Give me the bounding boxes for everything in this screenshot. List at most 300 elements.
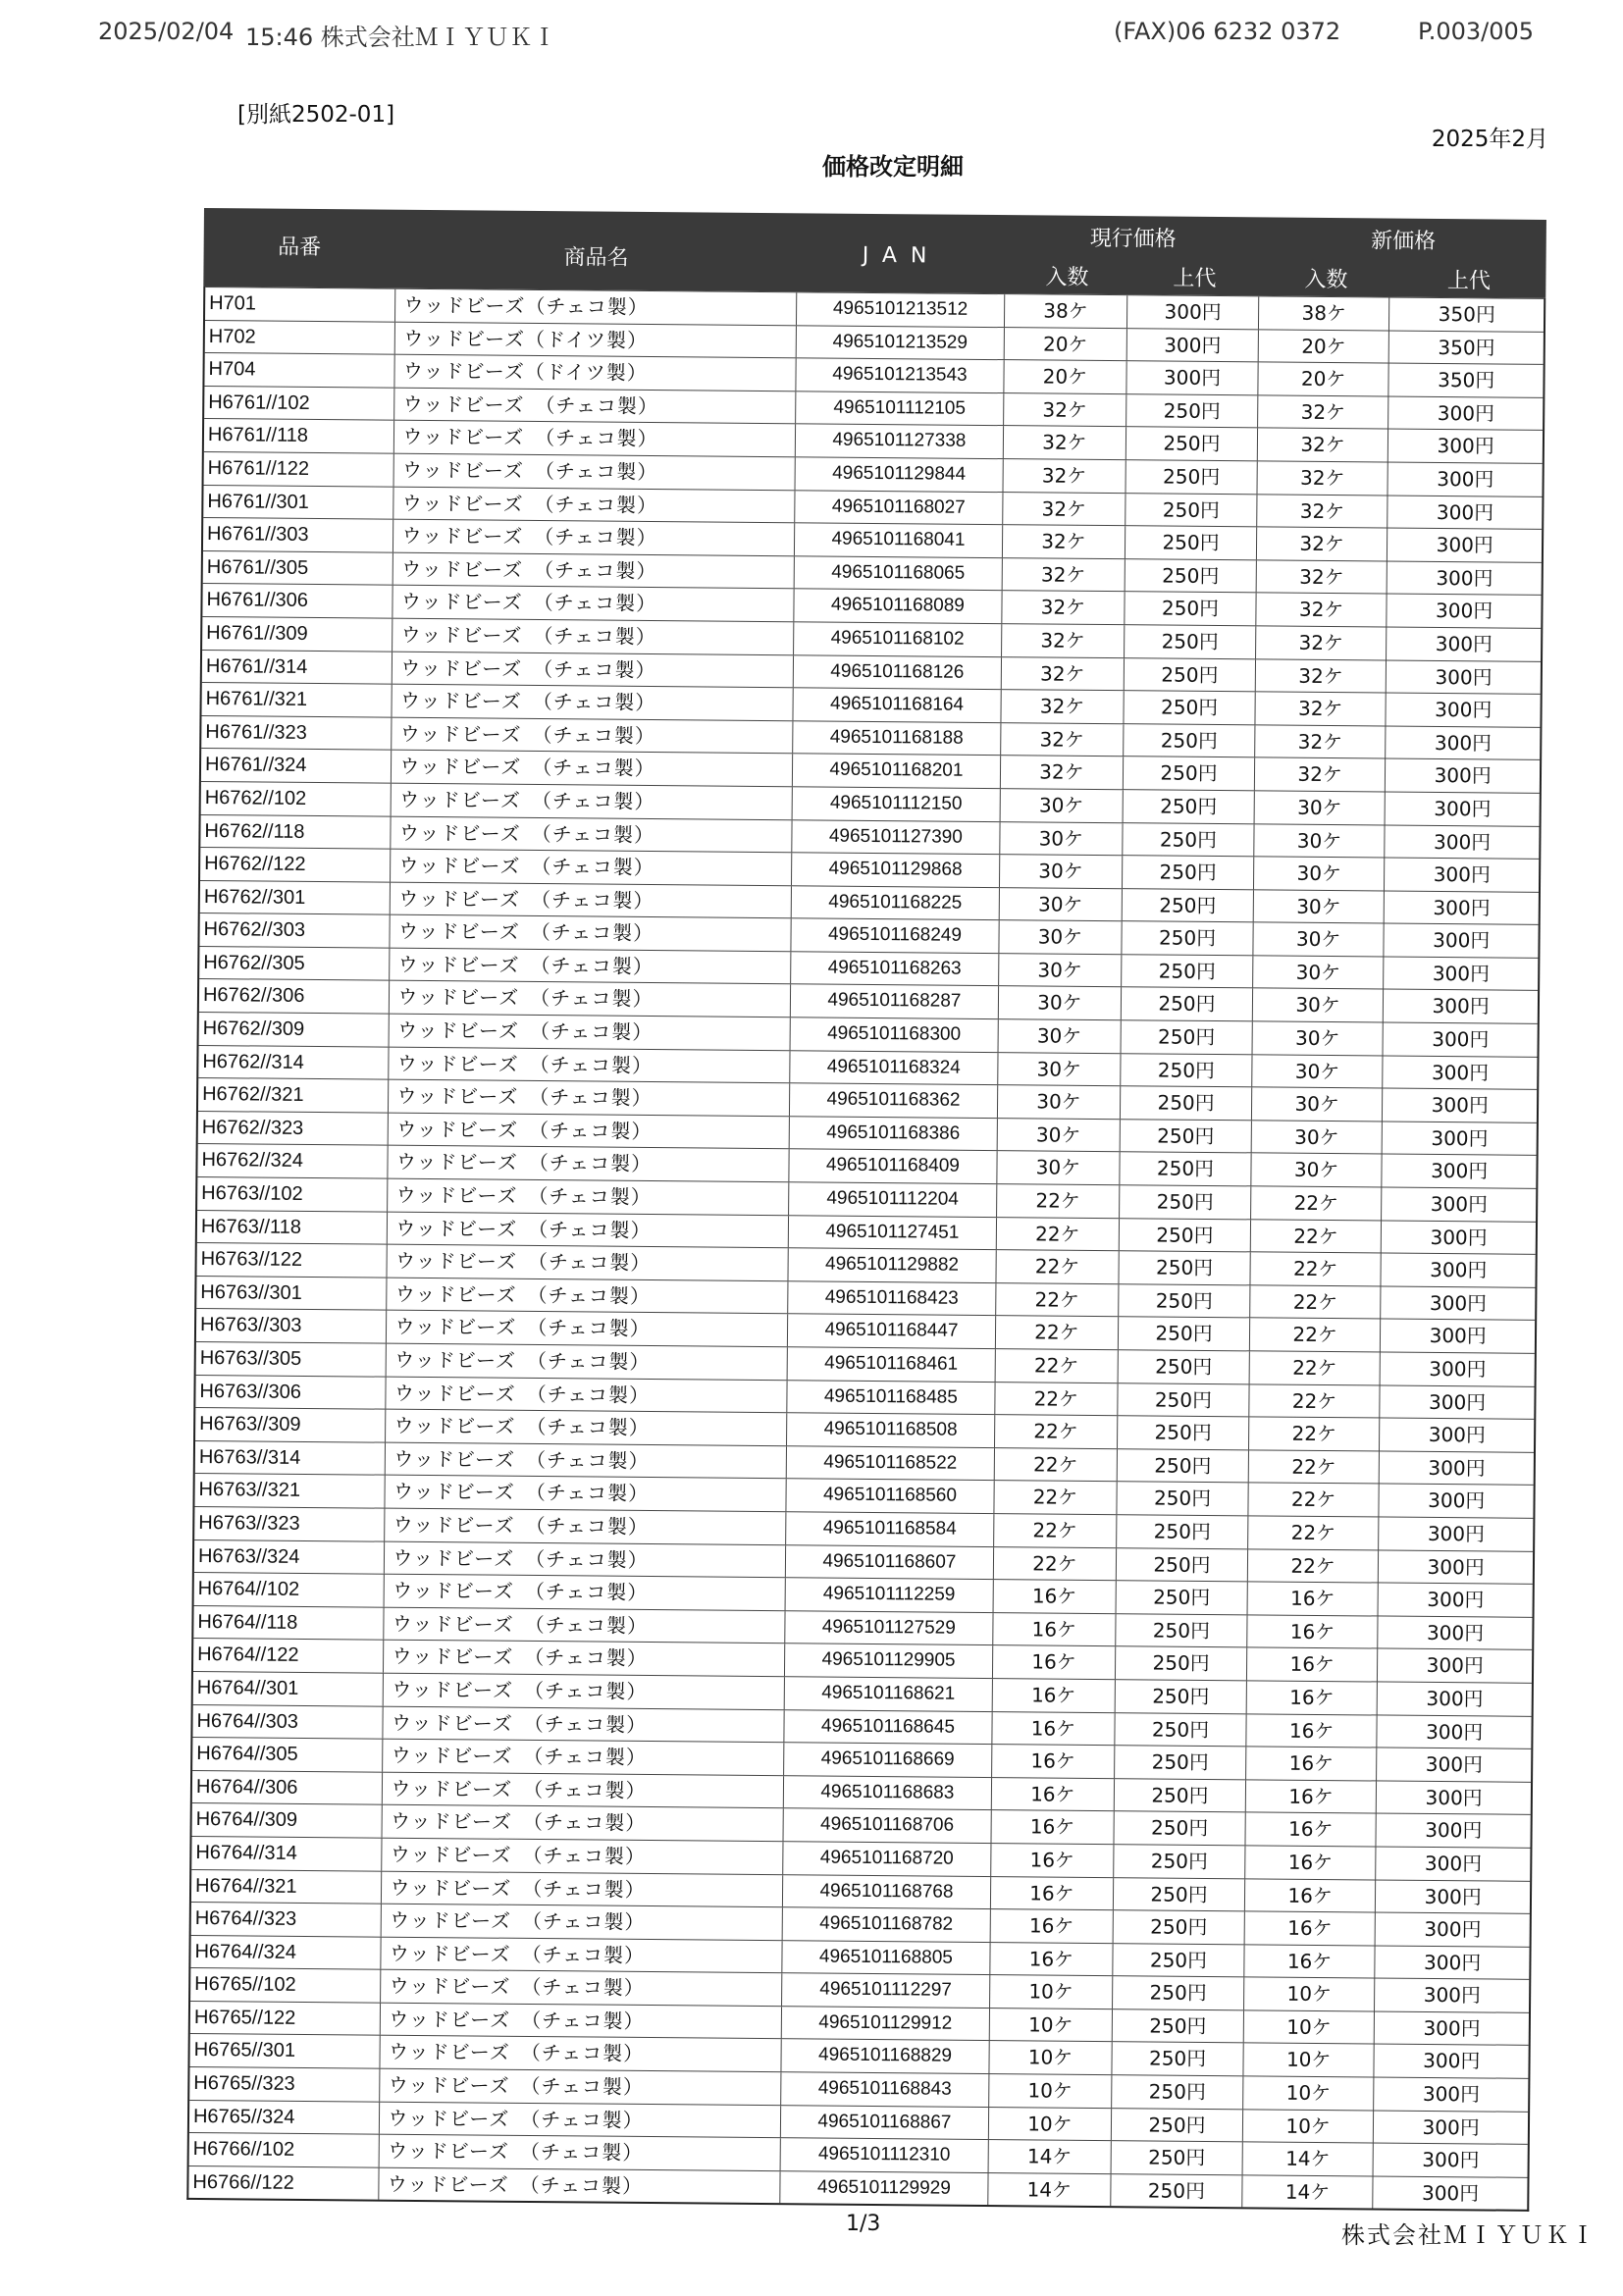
cell-code: H6762//321 bbox=[198, 1078, 390, 1112]
cell-current-qty: 22ケ bbox=[995, 1383, 1119, 1416]
cell-jan: 4965101168645 bbox=[785, 1710, 993, 1744]
cell-current-qty: 22ケ bbox=[996, 1316, 1120, 1349]
cell-new-qty: 30ケ bbox=[1254, 824, 1386, 858]
cell-current-price: 250円 bbox=[1119, 1318, 1250, 1351]
cell-current-price: 250円 bbox=[1126, 394, 1258, 428]
cell-name: ウッドビーズ （チェコ製） bbox=[394, 487, 796, 522]
cell-name: ウッドビーズ （チェコ製） bbox=[382, 1937, 783, 1972]
fax-sender: 15:46 株式会社ＭＩＹＵＫＩ bbox=[245, 24, 556, 51]
cell-new-price: 300円 bbox=[1423, 1983, 1482, 2008]
cell-new-qty: 22ケ bbox=[1250, 1319, 1382, 1352]
cell-code: H6765//323 bbox=[189, 2067, 381, 2101]
cell-new-qty: 32ケ bbox=[1256, 560, 1387, 594]
cell-jan: 4965101168522 bbox=[787, 1446, 995, 1480]
cell-jan: 4965101129929 bbox=[781, 2171, 989, 2205]
cell-jan: 4965101168201 bbox=[793, 755, 1001, 788]
cell-current-qty: 16ケ bbox=[993, 1613, 1117, 1646]
cell-name: ウッドビーズ （チェコ製） bbox=[383, 1839, 784, 1874]
cell-jan: 4965101168447 bbox=[788, 1315, 996, 1348]
cell-jan: 4965101168102 bbox=[794, 622, 1002, 655]
cell-current-qty: 30ケ bbox=[997, 1119, 1121, 1152]
cell-name: ウッドビーズ （チェコ製） bbox=[380, 2135, 781, 2170]
cell-current-qty: 30ケ bbox=[998, 1053, 1122, 1086]
cell-jan: 4965101168287 bbox=[791, 985, 999, 1018]
cell-name: ウッドビーズ （チェコ製） bbox=[381, 2036, 782, 2071]
cell-jan: 4965101112259 bbox=[786, 1578, 994, 1611]
cell-name: ウッドビーズ （チェコ製） bbox=[386, 1476, 787, 1511]
cell-new-price: 300円 bbox=[1436, 599, 1493, 623]
cell-new-qty: 32ケ bbox=[1255, 758, 1387, 792]
cell-new-price: 300円 bbox=[1423, 2049, 1481, 2073]
cell-new-qty: 16ケ bbox=[1245, 1879, 1377, 1912]
cell-code: H6766//122 bbox=[188, 2166, 380, 2200]
cell-code: H6761//102 bbox=[204, 387, 395, 420]
cell-new-price: 300円 bbox=[1435, 664, 1492, 690]
cell-jan: 4965101112310 bbox=[781, 2138, 989, 2171]
cell-current-price: 250円 bbox=[1119, 1350, 1250, 1383]
cell-current-price: 250円 bbox=[1117, 1581, 1248, 1614]
cell-jan: 4965101168560 bbox=[787, 1480, 995, 1513]
cell-current-qty: 32ケ bbox=[1001, 657, 1125, 691]
cell-name: ウッドビーズ （チェコ製） bbox=[388, 1212, 789, 1247]
cell-name: ウッドビーズ （チェコ製） bbox=[390, 1047, 791, 1082]
cell-jan: 4965101168461 bbox=[788, 1347, 996, 1381]
cell-name: ウッドビーズ （チェコ製） bbox=[384, 1740, 785, 1775]
cell-current-qty: 32ケ bbox=[1002, 591, 1126, 624]
cell-code: H6761//301 bbox=[203, 486, 394, 519]
cell-current-price: 250円 bbox=[1124, 790, 1255, 823]
cell-new-price: 300円 bbox=[1429, 1290, 1488, 1316]
cell-new-price: 300円 bbox=[1426, 1686, 1484, 1711]
cell-code: H6766//102 bbox=[189, 2133, 381, 2166]
cell-new-price: 300円 bbox=[1423, 2015, 1481, 2041]
cell-new-qty: 30ケ bbox=[1254, 857, 1386, 890]
cell-current-qty: 32ケ bbox=[1001, 690, 1125, 723]
cell-code: H6761//314 bbox=[202, 651, 393, 684]
cell-current-price: 250円 bbox=[1124, 724, 1255, 757]
cell-current-qty: 22ケ bbox=[995, 1349, 1119, 1383]
cell-code: H6763//309 bbox=[195, 1408, 387, 1441]
cell-code: H6763//306 bbox=[195, 1376, 387, 1409]
cell-current-price: 250円 bbox=[1118, 1483, 1249, 1516]
cell-jan: 4965101129905 bbox=[785, 1644, 993, 1678]
cell-current-price: 300円 bbox=[1127, 361, 1259, 394]
cell-current-qty: 16ケ bbox=[991, 1778, 1115, 1811]
cell-jan: 4965101127451 bbox=[789, 1216, 997, 1249]
cell-new-qty: 30ケ bbox=[1251, 1121, 1383, 1154]
cell-current-qty: 10ケ bbox=[989, 2074, 1113, 2108]
cell-name: ウッドビーズ （チェコ製） bbox=[388, 1278, 789, 1313]
cell-new-price: 300円 bbox=[1422, 2114, 1480, 2140]
cell-current-price: 250円 bbox=[1113, 1976, 1244, 2009]
cell-jan: 4965101168768 bbox=[783, 1875, 991, 1908]
cell-jan: 4965101168720 bbox=[783, 1842, 991, 1875]
cell-code: H6764//102 bbox=[194, 1573, 386, 1606]
cell-code: H6765//324 bbox=[189, 2101, 381, 2134]
cell-new-qty: 30ケ bbox=[1251, 1154, 1383, 1187]
cell-new-qty: 30ケ bbox=[1254, 890, 1386, 923]
cell-current-price: 300円 bbox=[1127, 295, 1259, 329]
cell-name: ウッドビーズ （チェコ製） bbox=[380, 2167, 781, 2203]
cell-current-price: 250円 bbox=[1123, 856, 1254, 889]
cell-jan: 4965101127338 bbox=[796, 425, 1004, 458]
cell-code: H6764//303 bbox=[192, 1704, 384, 1738]
cell-new-qty: 22ケ bbox=[1248, 1549, 1380, 1583]
cell-current-price: 250円 bbox=[1112, 2174, 1243, 2208]
cell-new-qty: 30ケ bbox=[1252, 1055, 1384, 1088]
cell-name: ウッドビーズ （チェコ製） bbox=[393, 520, 795, 555]
cell-new-price: 300円 bbox=[1428, 1455, 1486, 1481]
cell-current-price: 250円 bbox=[1122, 988, 1253, 1021]
cell-current-price: 250円 bbox=[1114, 1845, 1245, 1878]
cell-new-price: 300円 bbox=[1425, 1785, 1483, 1810]
cell-jan: 4965101168805 bbox=[783, 1941, 991, 1974]
cell-current-price: 250円 bbox=[1112, 2075, 1243, 2109]
cell-new-price: 300円 bbox=[1435, 631, 1493, 656]
cell-name: ウッドビーズ （チェコ製） bbox=[391, 915, 792, 951]
cell-jan: 4965101168829 bbox=[782, 2040, 990, 2073]
cell-new-price: 300円 bbox=[1427, 1588, 1485, 1612]
cell-new-qty: 16ケ bbox=[1244, 1911, 1376, 1945]
cell-new-price: 300円 bbox=[1431, 1159, 1489, 1183]
cell-jan: 4965101168607 bbox=[786, 1545, 994, 1579]
cell-new-price: 300円 bbox=[1428, 1423, 1487, 1447]
cell-name: ウッドビーズ （チェコ製） bbox=[383, 1805, 784, 1841]
cell-new-price: 300円 bbox=[1433, 829, 1492, 854]
cell-code: H6764//314 bbox=[191, 1837, 383, 1870]
cell-current-qty: 22ケ bbox=[993, 1547, 1117, 1581]
header-current-qty: 入数 bbox=[1045, 265, 1089, 290]
cell-new-qty: 22ケ bbox=[1251, 1220, 1383, 1253]
cell-name: ウッドビーズ （チェコ製） bbox=[393, 552, 795, 588]
cell-name: ウッドビーズ （チェコ製） bbox=[394, 421, 796, 456]
cell-new-qty: 32ケ bbox=[1255, 725, 1387, 758]
cell-current-qty: 32ケ bbox=[1003, 493, 1126, 526]
cell-new-price: 300円 bbox=[1437, 466, 1494, 492]
cell-new-price: 300円 bbox=[1430, 1191, 1489, 1217]
cell-new-price: 300円 bbox=[1434, 796, 1492, 821]
cell-name: ウッドビーズ （チェコ製） bbox=[381, 1970, 782, 2006]
cell-current-price: 250円 bbox=[1126, 494, 1257, 527]
cell-current-qty: 16ケ bbox=[993, 1645, 1117, 1679]
cell-current-qty: 30ケ bbox=[1000, 822, 1124, 856]
cell-jan: 4965101112105 bbox=[796, 391, 1004, 425]
cell-current-qty: 22ケ bbox=[995, 1415, 1119, 1448]
cell-new-qty: 32ケ bbox=[1258, 429, 1389, 462]
cell-new-price: 300円 bbox=[1422, 2148, 1480, 2172]
cell-name: ウッドビーズ （チェコ製） bbox=[390, 981, 791, 1017]
cell-current-price: 250円 bbox=[1122, 955, 1253, 988]
cell-name: ウッドビーズ （チェコ製） bbox=[385, 1541, 786, 1577]
cell-jan: 4965101168065 bbox=[795, 556, 1003, 590]
cell-new-price: 300円 bbox=[1428, 1488, 1486, 1513]
cell-current-price: 250円 bbox=[1116, 1680, 1247, 1713]
cell-name: ウッドビーズ （チェコ製） bbox=[393, 717, 794, 753]
header-current-retail: 上代 bbox=[1173, 266, 1217, 292]
cell-code: H6762//122 bbox=[200, 848, 392, 881]
cell-name: ウッドビーズ （チェコ製） bbox=[393, 652, 794, 687]
cell-code: H6765//102 bbox=[190, 1968, 382, 2002]
cell-new-price: 300円 bbox=[1433, 895, 1491, 920]
cell-new-qty: 30ケ bbox=[1252, 1021, 1384, 1055]
cell-jan: 4965101168706 bbox=[784, 1809, 992, 1843]
cell-name: ウッドビーズ （チェコ製） bbox=[389, 1179, 790, 1215]
cell-jan: 4965101127529 bbox=[786, 1611, 994, 1644]
cell-jan: 4965101168409 bbox=[790, 1150, 998, 1183]
cell-jan: 4965101168485 bbox=[788, 1381, 996, 1414]
cell-current-price: 250円 bbox=[1120, 1251, 1251, 1284]
cell-jan: 4965101127390 bbox=[793, 820, 1001, 854]
company-name: 株式会社ＭＩＹＵＫＩ bbox=[1341, 2221, 1597, 2249]
cell-current-price: 250円 bbox=[1117, 1515, 1248, 1548]
cell-current-price: 250円 bbox=[1125, 658, 1256, 692]
cell-jan: 4965101168669 bbox=[784, 1743, 992, 1776]
cell-current-price: 250円 bbox=[1115, 1746, 1246, 1779]
cell-code: H6761//324 bbox=[201, 749, 393, 782]
page-number: 1/3 bbox=[846, 2212, 881, 2236]
cell-new-qty: 32ケ bbox=[1258, 395, 1389, 429]
cell-current-qty: 32ケ bbox=[1003, 426, 1126, 459]
cell-current-price: 250円 bbox=[1123, 889, 1254, 922]
cell-code: H6764//321 bbox=[191, 1869, 383, 1903]
cell-jan: 4965101168225 bbox=[792, 886, 1000, 919]
cell-current-qty: 30ケ bbox=[999, 888, 1123, 921]
cell-jan: 4965101168362 bbox=[790, 1083, 998, 1117]
cell-new-price: 300円 bbox=[1430, 1225, 1488, 1250]
cell-current-qty: 16ケ bbox=[990, 1909, 1114, 1943]
cell-current-qty: 30ケ bbox=[998, 1019, 1122, 1053]
cell-new-qty: 16ケ bbox=[1247, 1681, 1379, 1714]
cell-new-qty: 22ケ bbox=[1248, 1516, 1380, 1549]
cell-code: H6764//324 bbox=[190, 1936, 382, 1969]
cell-current-price: 250円 bbox=[1118, 1416, 1249, 1449]
cell-new-price: 300円 bbox=[1426, 1719, 1484, 1744]
cell-current-qty: 22ケ bbox=[996, 1218, 1120, 1251]
cell-name: ウッドビーズ （チェコ製） bbox=[382, 1871, 783, 1906]
cell-new-qty: 16ケ bbox=[1244, 1945, 1376, 1978]
cell-code: H701 bbox=[205, 287, 396, 321]
cell-new-price: 300円 bbox=[1436, 565, 1493, 591]
header-new-retail: 上代 bbox=[1446, 269, 1492, 294]
cell-code: H6764//118 bbox=[193, 1606, 385, 1640]
cell-new-qty: 22ケ bbox=[1250, 1253, 1382, 1286]
cell-new-price: 300円 bbox=[1425, 1752, 1484, 1777]
header-new-price: 新価格 bbox=[1371, 229, 1437, 254]
cell-current-qty: 32ケ bbox=[1002, 624, 1126, 657]
cell-current-price: 250円 bbox=[1121, 1120, 1252, 1153]
cell-new-price: 300円 bbox=[1434, 730, 1492, 756]
cell-name: ウッドビーズ （チェコ製） bbox=[390, 1015, 791, 1050]
cell-new-price: 300円 bbox=[1435, 698, 1492, 722]
cell-current-qty: 16ケ bbox=[992, 1712, 1116, 1746]
cell-current-price: 250円 bbox=[1116, 1713, 1247, 1747]
cell-current-price: 250円 bbox=[1112, 2109, 1243, 2142]
cell-new-qty: 16ケ bbox=[1245, 1846, 1377, 1879]
cell-current-price: 250円 bbox=[1122, 1020, 1253, 1054]
cell-new-qty: 22ケ bbox=[1249, 1418, 1381, 1451]
cell-new-price: 300円 bbox=[1431, 1093, 1490, 1118]
cell-code: H702 bbox=[205, 321, 396, 354]
cell-name: ウッドビーズ （チェコ製） bbox=[381, 2004, 782, 2039]
cell-current-price: 250円 bbox=[1126, 428, 1258, 461]
cell-new-qty: 10ケ bbox=[1243, 2110, 1375, 2143]
cell-jan: 4965101213512 bbox=[797, 292, 1005, 326]
cell-new-qty: 30ケ bbox=[1253, 923, 1385, 957]
cell-name: ウッドビーズ （チェコ製） bbox=[391, 850, 792, 885]
cell-jan: 4965101129844 bbox=[796, 457, 1004, 491]
cell-code: H6762//306 bbox=[199, 979, 391, 1013]
cell-current-qty: 10ケ bbox=[990, 1975, 1114, 2009]
cell-jan: 4965101129882 bbox=[789, 1248, 997, 1281]
cell-jan: 4965101168508 bbox=[787, 1413, 995, 1446]
cell-current-price: 250円 bbox=[1119, 1284, 1250, 1318]
cell-current-price: 250円 bbox=[1124, 757, 1255, 791]
cell-name: ウッドビーズ （チェコ製） bbox=[391, 882, 792, 917]
cell-new-qty: 16ケ bbox=[1245, 1813, 1377, 1847]
cell-jan: 4965101168386 bbox=[790, 1117, 998, 1150]
cell-current-qty: 16ケ bbox=[992, 1745, 1116, 1778]
cell-code: H6763//324 bbox=[194, 1540, 386, 1574]
cell-current-qty: 30ケ bbox=[1000, 789, 1124, 822]
cell-name: ウッドビーズ（ドイツ製） bbox=[395, 355, 797, 391]
cell-jan: 4965101168164 bbox=[794, 688, 1002, 721]
cell-new-qty: 38ケ bbox=[1259, 296, 1390, 330]
cell-name: ウッドビーズ （チェコ製） bbox=[386, 1442, 787, 1478]
price-table bbox=[186, 208, 1546, 2212]
cell-current-qty: 30ケ bbox=[998, 987, 1122, 1020]
cell-new-qty: 30ケ bbox=[1254, 791, 1386, 824]
cell-code: H6764//306 bbox=[192, 1771, 384, 1804]
cell-code: H6762//323 bbox=[198, 1112, 390, 1145]
cell-name: ウッドビーズ （チェコ製） bbox=[380, 2102, 781, 2137]
cell-new-qty: 30ケ bbox=[1253, 989, 1385, 1022]
cell-code: H6761//118 bbox=[204, 419, 395, 452]
cell-new-price: 300円 bbox=[1427, 1521, 1486, 1546]
cell-current-price: 250円 bbox=[1114, 1910, 1245, 1944]
cell-new-price: 300円 bbox=[1431, 1060, 1490, 1085]
cell-new-qty: 16ケ bbox=[1247, 1582, 1379, 1615]
cell-current-price: 250円 bbox=[1116, 1647, 1247, 1681]
cell-current-qty: 30ケ bbox=[1000, 855, 1124, 888]
cell-code: H6761//303 bbox=[203, 518, 394, 551]
cell-new-qty: 22ケ bbox=[1249, 1450, 1381, 1484]
cell-code: H6763//303 bbox=[196, 1309, 388, 1342]
cell-jan: 4965101168843 bbox=[781, 2072, 989, 2106]
cell-new-qty: 16ケ bbox=[1246, 1747, 1378, 1780]
cell-name: ウッドビーズ （チェコ製） bbox=[385, 1607, 786, 1643]
cell-name: ウッドビーズ （チェコ製） bbox=[384, 1641, 785, 1676]
cell-code: H6763//305 bbox=[196, 1342, 388, 1376]
cell-current-price: 250円 bbox=[1125, 691, 1256, 724]
cell-name: ウッドビーズ （チェコ製） bbox=[391, 949, 792, 984]
cell-code: H6762//303 bbox=[199, 913, 391, 947]
cell-current-price: 250円 bbox=[1120, 1219, 1251, 1252]
cell-new-price: 300円 bbox=[1437, 400, 1495, 426]
cell-jan: 4965101112297 bbox=[782, 1973, 990, 2007]
cell-new-qty: 16ケ bbox=[1247, 1648, 1379, 1682]
cell-current-qty: 16ケ bbox=[991, 1810, 1115, 1844]
cell-name: ウッドビーズ （チェコ製） bbox=[389, 1114, 790, 1149]
cell-code: H6764//323 bbox=[191, 1903, 383, 1936]
cell-current-price: 250円 bbox=[1115, 1811, 1246, 1845]
cell-current-qty: 22ケ bbox=[997, 1184, 1121, 1218]
cell-code: H6763//122 bbox=[197, 1243, 389, 1277]
cell-current-qty: 32ケ bbox=[1000, 756, 1124, 789]
cell-new-qty: 16ケ bbox=[1247, 1615, 1379, 1648]
cell-new-qty: 14ケ bbox=[1242, 2143, 1374, 2176]
cell-new-price: 300円 bbox=[1429, 1324, 1487, 1348]
cell-current-qty: 20ケ bbox=[1004, 360, 1127, 393]
cell-code: H6765//122 bbox=[190, 2002, 382, 2035]
cell-name: ウッドビーズ （チェコ製） bbox=[382, 1905, 783, 1940]
cell-name: ウッドビーズ （チェコ製） bbox=[386, 1410, 787, 1445]
cell-current-price: 250円 bbox=[1126, 526, 1257, 559]
cell-current-qty: 20ケ bbox=[1004, 328, 1127, 361]
cell-new-price: 300円 bbox=[1426, 1620, 1485, 1645]
cell-new-price: 300円 bbox=[1421, 2180, 1480, 2206]
cell-current-qty: 10ケ bbox=[989, 2042, 1113, 2075]
cell-new-price: 300円 bbox=[1437, 434, 1494, 458]
cell-current-qty: 32ケ bbox=[1003, 459, 1126, 493]
cell-code: H6764//122 bbox=[193, 1639, 385, 1672]
cell-new-price: 300円 bbox=[1426, 1653, 1485, 1678]
cell-current-price: 250円 bbox=[1125, 625, 1256, 658]
cell-current-qty: 14ケ bbox=[988, 2173, 1112, 2207]
cell-new-qty: 20ケ bbox=[1259, 330, 1390, 363]
cell-current-qty: 22ケ bbox=[994, 1514, 1118, 1547]
cell-name: ウッドビーズ （チェコ製） bbox=[392, 784, 793, 819]
cell-new-price: 300円 bbox=[1433, 862, 1492, 887]
cell-new-price: 300円 bbox=[1431, 1125, 1489, 1151]
cell-name: ウッドビーズ （チェコ製） bbox=[387, 1377, 788, 1412]
cell-jan: 4965101168584 bbox=[786, 1512, 994, 1545]
cell-new-price: 300円 bbox=[1428, 1389, 1487, 1415]
cell-jan: 4965101112150 bbox=[793, 787, 1001, 820]
fax-header bbox=[98, 18, 1550, 57]
cell-jan: 4965101213529 bbox=[797, 326, 1005, 359]
cell-new-qty: 22ケ bbox=[1249, 1384, 1381, 1418]
cell-new-qty: 10ケ bbox=[1244, 1978, 1376, 2011]
cell-new-qty: 30ケ bbox=[1253, 956, 1385, 989]
cell-current-qty: 32ケ bbox=[1004, 393, 1127, 427]
cell-name: ウッドビーズ （チェコ製） bbox=[392, 751, 793, 786]
cell-current-price: 250円 bbox=[1124, 823, 1255, 857]
cell-jan: 4965101129912 bbox=[782, 2007, 990, 2040]
cell-jan: 4965101168188 bbox=[793, 721, 1001, 755]
cell-current-price: 250円 bbox=[1121, 1153, 1252, 1186]
header-name: 商品名 bbox=[563, 245, 629, 271]
cell-current-qty: 16ケ bbox=[991, 1877, 1115, 1910]
cell-code: H6762//314 bbox=[198, 1046, 390, 1079]
cell-current-price: 250円 bbox=[1118, 1449, 1249, 1483]
cell-code: H6764//301 bbox=[193, 1672, 385, 1705]
cell-jan: 4965101168041 bbox=[795, 523, 1003, 556]
cell-name: ウッドビーズ （チェコ製） bbox=[392, 816, 793, 852]
cell-new-price: 300円 bbox=[1427, 1554, 1485, 1580]
cell-code: H6762//324 bbox=[197, 1144, 389, 1177]
cell-current-qty: 22ケ bbox=[996, 1250, 1120, 1283]
cell-current-qty: 30ケ bbox=[997, 1152, 1121, 1185]
cell-code: H6763//301 bbox=[196, 1277, 388, 1310]
cell-name: ウッドビーズ （チェコ製） bbox=[387, 1311, 788, 1346]
cell-current-qty: 10ケ bbox=[988, 2108, 1112, 2141]
cell-jan: 4965101168782 bbox=[783, 1907, 991, 1941]
cell-code: H6761//309 bbox=[202, 617, 393, 651]
cell-jan: 4965101168867 bbox=[781, 2106, 989, 2139]
cell-new-qty: 32ケ bbox=[1257, 495, 1388, 528]
cell-current-qty: 10ケ bbox=[989, 2009, 1113, 2042]
document-ref: [別紙2502-01] bbox=[237, 102, 395, 128]
